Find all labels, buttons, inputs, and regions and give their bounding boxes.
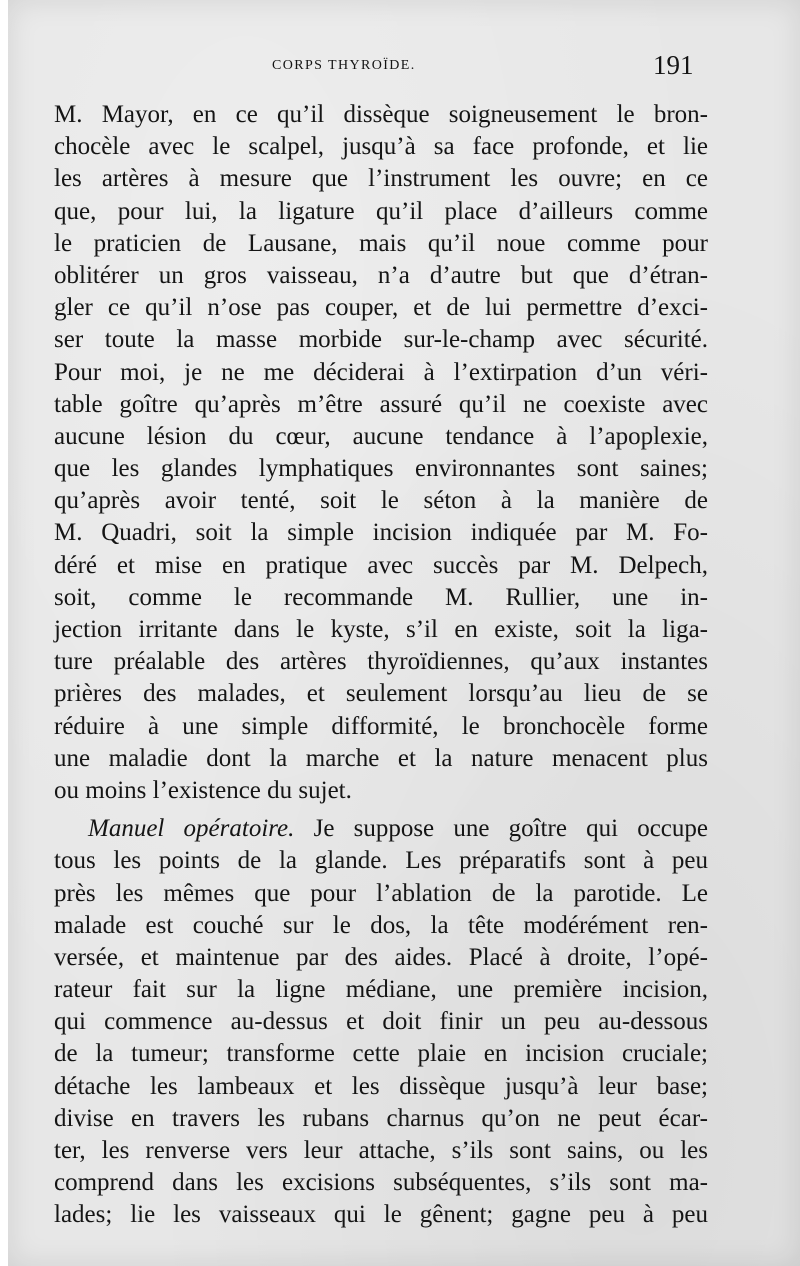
text-line: qu’après avoir tenté, soit le séton à la manière de [54,487,708,515]
text-run: Je suppose une goître qui occupe [294,815,709,843]
text-line: malade est couché sur le dos, la tête modérément ren- [54,911,708,939]
text-line: le praticien de Lausane, mais qu’il noue comme pour [54,229,708,257]
section-lead: Manuel opératoire. [88,815,295,843]
text-line: une maladie dont la marche et la nature menacent plus [54,744,708,772]
text-line: déré et mise en pratique avec succès par M. Delpech, [54,551,708,579]
text-line: tous les points de la glande. Les préparatifs sont à peu [54,847,708,875]
running-title: CORPS THYROÏDE. [272,58,416,73]
text-line: les artères à mesure que l’instrument les ouvre; en ce [54,165,708,193]
text-line: ture préalable des artères thyroïdiennes, qu’aux instantes [54,648,708,676]
body-text [54,99,708,1232]
text-line: ou moins l’existence du sujet. [54,776,352,804]
text-line: divise en travers les rubans charnus qu’on ne peut écar- [54,1104,708,1132]
text-line: chocèle avec le scalpel, jusqu’à sa face profonde, et lie [54,133,708,161]
text-line: rateur fait sur la ligne médiane, une première incision, [54,976,708,1004]
page-number: 191 [653,50,694,80]
text-line: M. Quadri, soit la simple incision indiquée par M. Fo- [54,519,708,547]
text-line: aucune lésion du cœur, aucune tendance à l’apoplexie, [54,422,708,450]
text-line: près les mêmes que pour l’ablation de la parotide. Le [54,879,708,907]
text-line: que, pour lui, la ligature qu’il place d’ailleurs comme [54,197,708,225]
text-line: jection irritante dans le kyste, s’il en existe, soit la liga- [54,616,708,643]
text-line: que les glandes lymphatiques environnantes sont saines; [54,455,708,483]
text-line: M. Mayor, en ce qu’il dissèque soigneusement le bron- [54,101,708,128]
paragraph-2 [54,813,708,1231]
text-line: table goître qu’après m’être assuré qu’il ne coexiste avec [54,390,708,418]
text-line: qui commence au-dessus et doit finir un peu au-dessous [54,1008,708,1036]
page-header [8,50,800,90]
text-line [54,813,708,845]
text-line: soit, comme le recommande M. Rullier, une in- [54,583,708,611]
text-line: gler ce qu’il n’ose pas couper, et de lui permettre d’exci- [54,294,708,322]
text-line: prières des malades, et seulement lorsqu’au lieu de se [54,680,708,708]
text-line: de la tumeur; transforme cette plaie en incision cruciale; [54,1040,708,1068]
text-line: réduire à une simple difformité, le bronchocèle forme [54,712,708,740]
text-line: ter, les renverse vers leur attache, s’ils sont sains, ou les [54,1137,708,1164]
book-page [8,0,800,1266]
paragraph-1 [54,99,708,807]
text-line: oblitérer un gros vaisseau, n’a d’autre but que d’étran- [54,261,708,289]
text-line: versée, et maintenue par des aides. Placé à droite, l’opé- [54,943,708,971]
text-line: ser toute la masse morbide sur-le-champ avec sécurité. [54,326,708,354]
text-line: comprend dans les excisions subséquentes, s’ils sont ma- [54,1169,708,1197]
text-line: lades; lie les vaisseaux qui le gênent; gagne peu à peu [54,1201,708,1229]
text-line: Pour moi, je ne me déciderai à l’extirpation d’un véri- [54,358,708,386]
text-line: détache les lambeaux et les dissèque jusqu’à leur base; [54,1072,708,1100]
